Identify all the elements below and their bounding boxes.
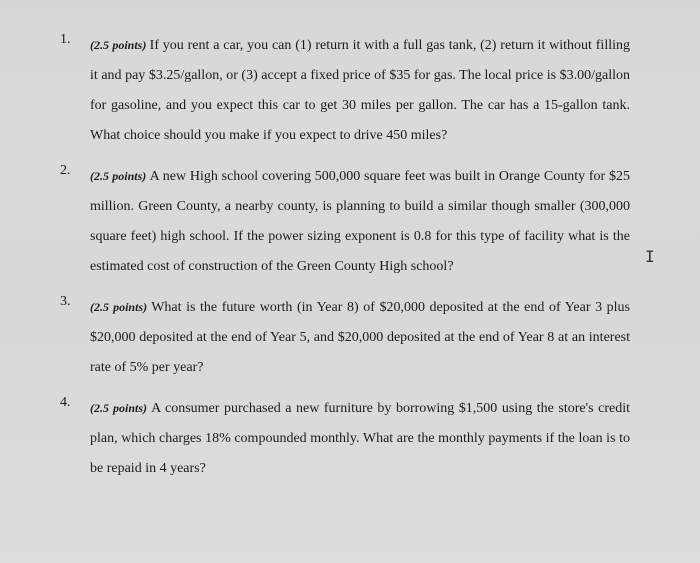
problem-number: 3. [60,294,71,309]
problem-points: (2.5 points) [90,300,152,314]
text-cursor-icon: I [645,247,655,266]
problem-2 [0,161,700,282]
problem-body [90,292,630,383]
problem-points: (2.5 points) [90,169,150,183]
problem-text: A new High school covering 500,000 square feet was built in Orange County for $25 million. Green County, a nearby county, is planning to build a similar though smaller (300,000 square feet) high school. If the power sizing exponent is 0.8 for this type of facility what is the estimated cost of construction of the Green County High school? [90,169,630,274]
problem-body [90,393,630,484]
problem-3 [0,292,700,383]
problem-points: (2.5 points) [90,401,152,415]
problem-text: A consumer purchased a new furniture by borrowing $1,500 using the store's credit plan, which charges 18% compounded monthly. What are the monthly payments if the loan is to be repaid in 4 years? [90,401,630,476]
problem-text: If you rent a car, you can (1) return it with a full gas tank, (2) return it without filling it and pay $3.25/gallon, or (3) accept a fixed price of $35 for gas. The local price is $3.00/gallon for gasoline, and you expect this car to get 30 miles per gallon. The car has a 15-gallon tank. What choice should you make if you expect to drive 450 miles? [90,38,630,143]
problem-points: (2.5 points) [90,38,150,52]
problem-number: 1. [60,32,71,47]
problem-1 [0,30,700,151]
problem-text: What is the future worth (in Year 8) of $20,000 deposited at the end of Year 3 plus $20,000 deposited at the end of Year 5, and $20,000 deposited at the end of Year 8 at an interest rate of 5% per year? [90,300,631,375]
problem-number: 2. [60,163,71,178]
problem-number: 4. [60,395,71,410]
problem-4 [0,393,700,484]
problem-body [90,161,630,282]
problem-body [90,30,630,151]
